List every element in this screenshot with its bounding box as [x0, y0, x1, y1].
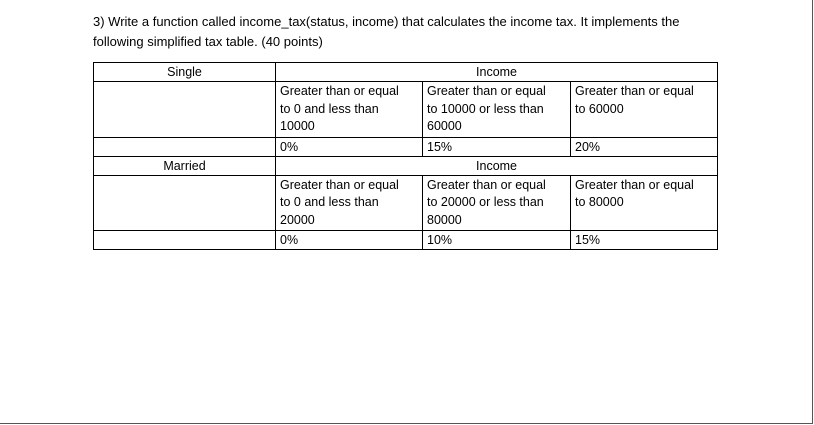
single-bracket-3: [571, 82, 718, 138]
married-bracket-3: [571, 175, 718, 231]
status-married: Married: [94, 156, 276, 175]
bracket-line: Greater than or equal: [575, 84, 694, 98]
married-bracket-2: [423, 175, 571, 231]
bracket-line: Greater than or equal: [427, 84, 546, 98]
single-rate-1: 0%: [276, 137, 423, 156]
empty-cell: [94, 231, 276, 250]
married-header-row: [94, 156, 718, 175]
tax-table: [93, 62, 718, 250]
single-header-row: [94, 63, 718, 82]
bracket-line: 80000: [427, 212, 462, 227]
married-rate-row: [94, 231, 718, 250]
bracket-line: 20000: [280, 212, 315, 227]
bracket-line: Greater than or equal: [427, 177, 546, 192]
question-line-2: following simplified tax table. (40 points): [93, 34, 323, 49]
single-bracket-2: [423, 82, 571, 138]
bracket-line: to 0 and less than: [280, 101, 379, 116]
bracket-line: to 10000 or less than: [427, 101, 544, 116]
bracket-line: Greater than or equal: [280, 84, 399, 98]
married-rate-3: 15%: [571, 231, 718, 250]
bracket-line: to 20000 or less than: [427, 195, 544, 209]
bracket-line: 60000: [427, 119, 462, 133]
bracket-line: to 0 and less than: [280, 195, 379, 209]
married-bracket-row: [94, 175, 718, 231]
bracket-line: Greater than or equal: [575, 177, 694, 192]
bracket-line: to 80000: [575, 195, 624, 209]
income-header-single: Income: [276, 63, 718, 82]
bracket-line: to 60000: [575, 101, 624, 116]
bracket-line: 10000: [280, 119, 315, 133]
single-bracket-1: [276, 82, 423, 138]
single-rate-2: 15%: [423, 137, 571, 156]
married-rate-1: 0%: [276, 231, 423, 250]
married-bracket-1: [276, 175, 423, 231]
empty-cell: [94, 82, 276, 138]
income-header-married: Income: [276, 156, 718, 175]
bracket-line: Greater than or equal: [280, 177, 399, 192]
single-rate-row: [94, 137, 718, 156]
empty-cell: [94, 175, 276, 231]
single-bracket-row: [94, 82, 718, 138]
status-single: Single: [94, 63, 276, 82]
question-line-1: 3) Write a function called income_tax(status, income) that calculates the income tax. It implements the: [93, 14, 680, 29]
empty-cell: [94, 137, 276, 156]
married-rate-2: 10%: [423, 231, 571, 250]
single-rate-3: 20%: [571, 137, 718, 156]
question-text: [93, 12, 733, 52]
